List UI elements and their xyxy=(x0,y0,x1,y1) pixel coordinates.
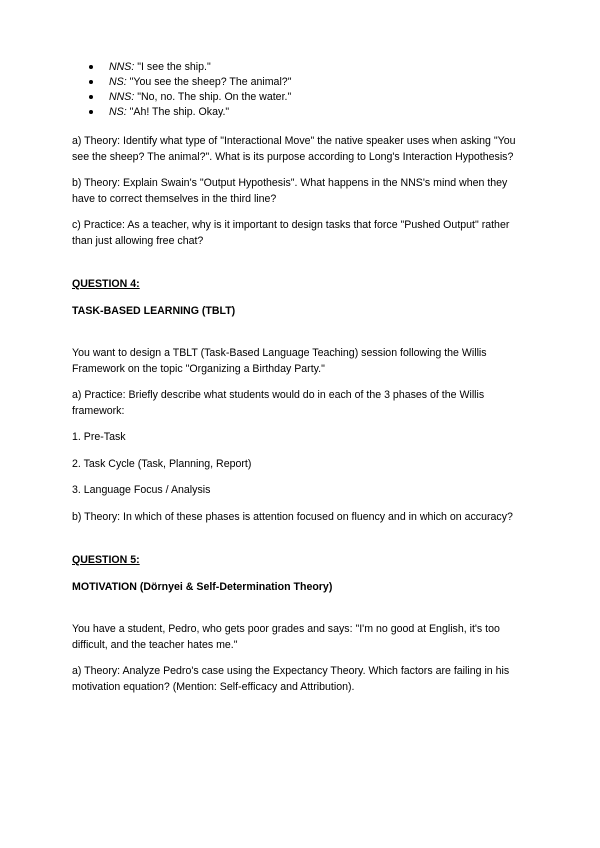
q5-part-a: a) Theory: Analyze Pedro's case using the Expectancy Theory. Which factors are failing in his motivation equation? (Mention: Self-efficacy and Attribution). xyxy=(72,665,510,693)
dialogue-text: "Ah! The ship. Okay." xyxy=(126,106,230,118)
question-5-heading: QUESTION 5: xyxy=(72,554,140,566)
dialogue-line xyxy=(72,105,532,120)
q3-part-c: c) Practice: As a teacher, why is it important to design tasks that force "Pushed Output" rather than just allowing free chat? xyxy=(72,219,510,247)
question-5-intro: You have a student, Pedro, who gets poor grades and says: "I'm no good at English, it's too difficult, and the teacher hates me." xyxy=(72,623,500,651)
speaker-label: NS: xyxy=(109,106,127,118)
bullet-icon xyxy=(89,95,93,99)
question-4-intro: You want to design a TBLT (Task-Based Language Teaching) session following the Willis Framework on the topic "Organizing a Birthday Party." xyxy=(72,347,487,375)
phase-3: 3. Language Focus / Analysis xyxy=(72,484,211,496)
dialogue-text: "I see the ship." xyxy=(134,61,211,73)
dialogue-line xyxy=(72,75,532,90)
dialogue-line xyxy=(72,90,532,105)
question-5-topic: MOTIVATION (Dörnyei & Self-Determination Theory) xyxy=(72,580,333,593)
phase-1: 1. Pre-Task xyxy=(72,431,126,443)
speaker-label: NNS: xyxy=(109,61,135,73)
bullet-icon xyxy=(89,65,93,69)
bullet-icon xyxy=(89,80,93,84)
q3-part-a: a) Theory: Identify what type of "Interactional Move" the native speaker uses when asking "You see the sheep? The animal?". What is its purpose according to Long's Interaction Hypothesis? xyxy=(72,135,516,163)
question-4-heading: QUESTION 4: xyxy=(72,278,140,290)
q4-part-a: a) Practice: Briefly describe what students would do in each of the 3 phases of the Willis framework: xyxy=(72,389,485,417)
question-4-topic: TASK-BASED LEARNING (TBLT) xyxy=(72,304,236,317)
bullet-icon xyxy=(89,110,93,114)
dialogue-list xyxy=(72,60,532,120)
dialogue-text: "You see the sheep? The animal?" xyxy=(126,76,292,88)
speaker-label: NNS: xyxy=(109,91,135,103)
q4-part-b: b) Theory: In which of these phases is attention focused on fluency and in which on accuracy? xyxy=(72,510,513,523)
dialogue-line xyxy=(72,60,532,75)
speaker-label: NS: xyxy=(109,76,127,88)
document-page xyxy=(72,60,532,695)
dialogue-text: "No, no. The ship. On the water." xyxy=(134,91,292,103)
phase-2: 2. Task Cycle (Task, Planning, Report) xyxy=(72,457,252,470)
q3-part-b: b) Theory: Explain Swain's "Output Hypothesis". What happens in the NNS's mind when they have to correct themselves in the third line? xyxy=(72,177,508,205)
